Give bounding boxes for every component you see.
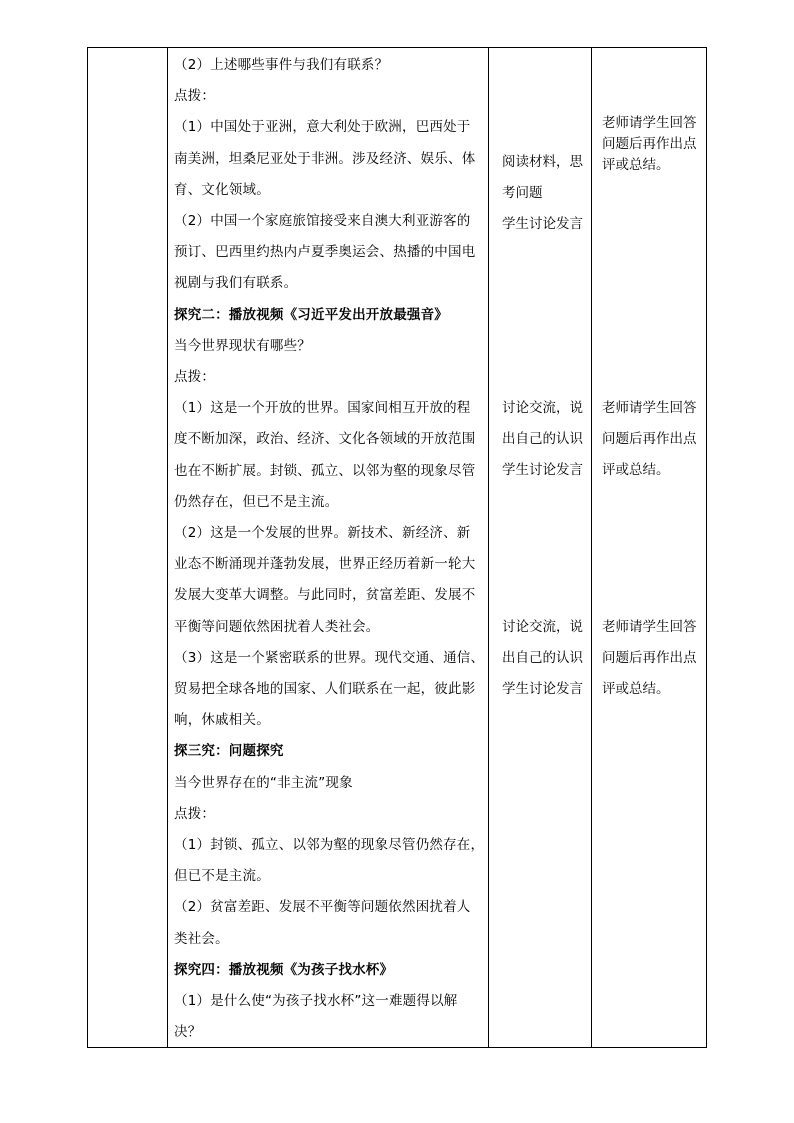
lesson-text-line: （2）这是一个发展的世界。新技术、新经济、新: [174, 525, 471, 541]
teacher-activity-line: 老师请学生回答: [602, 619, 697, 635]
section-heading: 探究四：播放视频《为孩子找水杯》: [174, 961, 394, 978]
lesson-text-line: 也在不断扩展。封锁、孤立、以邻为壑的现象尽管: [174, 462, 476, 479]
lesson-text-line: 但已不是主流。: [174, 868, 270, 885]
teacher-activity-line: 老师请学生回答: [602, 400, 697, 416]
student-activity-line: 讨论交流，说: [502, 400, 583, 416]
column-divider: [488, 48, 489, 1047]
lesson-text-line: 发展大变革大调整。与此同时，贫富差距、发展不: [174, 587, 476, 604]
lesson-text-line: 点拨：: [174, 369, 216, 385]
student-activity-line: 学生讨论发言: [502, 681, 583, 697]
lesson-text-line: （1）这是一个开放的世界。国家间相互开放的程: [174, 400, 471, 417]
lesson-table: [87, 47, 707, 1048]
lesson-text-line: 视剧与我们有联系。: [174, 275, 298, 292]
student-activity-line: 出自己的认识: [502, 650, 583, 666]
teacher-activity-line: 问题后再作出点: [602, 136, 697, 152]
student-activity-line: 学生讨论发言: [502, 462, 583, 478]
teacher-activity-cell: [600, 612, 710, 705]
student-activity-cell: [496, 612, 594, 705]
teacher-activity-line: 评或总结。: [602, 157, 670, 173]
student-activity-line: 出自己的认识: [502, 431, 583, 447]
student-activity-line: 讨论交流，说: [502, 619, 583, 635]
lesson-text-line: 南美洲，坦桑尼亚处于非洲。涉及经济、娱乐、体: [174, 150, 476, 167]
section-heading: 探三究：问题探究: [174, 743, 284, 760]
lesson-text-line: （1）是什么使“为孩子找水杯”这一难题得以解: [174, 993, 458, 1009]
lesson-text-line: （2）上述哪些事件与我们有联系？: [174, 57, 389, 73]
column-divider: [167, 48, 168, 1047]
lesson-text-line: 点拨：: [174, 805, 216, 822]
teacher-activity-line: 问题后再作出点: [602, 650, 697, 666]
lesson-text-line: 平衡等问题依然困扰着人类社会。: [174, 618, 380, 635]
teacher-activity-cell: [600, 113, 710, 176]
lesson-text-line: （1）中国处于亚洲，意大利处于欧洲，巴西处于: [174, 119, 471, 136]
lesson-text-line: （2）中国一个家庭旅馆接受来自澳大利亚游客的: [174, 213, 471, 229]
lesson-text-line: 贸易把全球各地的国家、人们联系在一起，彼此影: [174, 681, 476, 697]
teacher-activity-line: 老师请学生回答: [602, 115, 697, 131]
teacher-activity-cell: [600, 393, 710, 486]
lesson-text-line: 育、文化领域。: [174, 181, 270, 198]
lesson-text-line: （2）贫富差距、发展不平衡等问题依然困扰着人: [174, 899, 471, 916]
student-activity-line: 学生讨论发言: [502, 216, 583, 232]
lesson-text-line: 当今世界现状有哪些？: [174, 337, 311, 354]
lesson-text-line: 点拨：: [174, 88, 216, 105]
student-activity-cell: [496, 393, 594, 486]
student-activity-line: 阅读材料，思: [502, 154, 583, 170]
lesson-text-line: 度不断加深，政治、经济、文化各领域的开放范围: [174, 431, 476, 448]
lesson-text-line: 当今世界存在的“非主流”现象: [174, 774, 353, 791]
lesson-text-line: （3）这是一个紧密联系的世界。现代交通、通信、: [174, 649, 485, 666]
student-activity-cell: [496, 147, 594, 240]
lesson-text-line: 业态不断涌现并蓬勃发展，世界正经历着新一轮大: [174, 556, 476, 573]
teacher-activity-line: 评或总结。: [602, 462, 670, 478]
teacher-activity-line: 问题后再作出点: [602, 431, 697, 447]
teacher-activity-line: 评或总结。: [602, 681, 670, 697]
lesson-text-line: 类社会。: [174, 930, 229, 947]
section-heading: 探究二：播放视频《习近平发出开放最强音》: [174, 306, 448, 323]
lesson-text-line: 仍然存在，但已不是主流。: [174, 493, 339, 510]
lesson-text-line: 预订、巴西里约热内卢夏季奥运会、热播的中国电: [174, 244, 476, 261]
lesson-text-line: （1）封锁、孤立、以邻为壑的现象尽管仍然存在，: [174, 837, 485, 853]
lesson-text-line: 决？: [174, 1024, 202, 1041]
student-activity-line: 考问题: [502, 185, 543, 201]
lesson-text-line: 响，休戚相关。: [174, 712, 270, 729]
